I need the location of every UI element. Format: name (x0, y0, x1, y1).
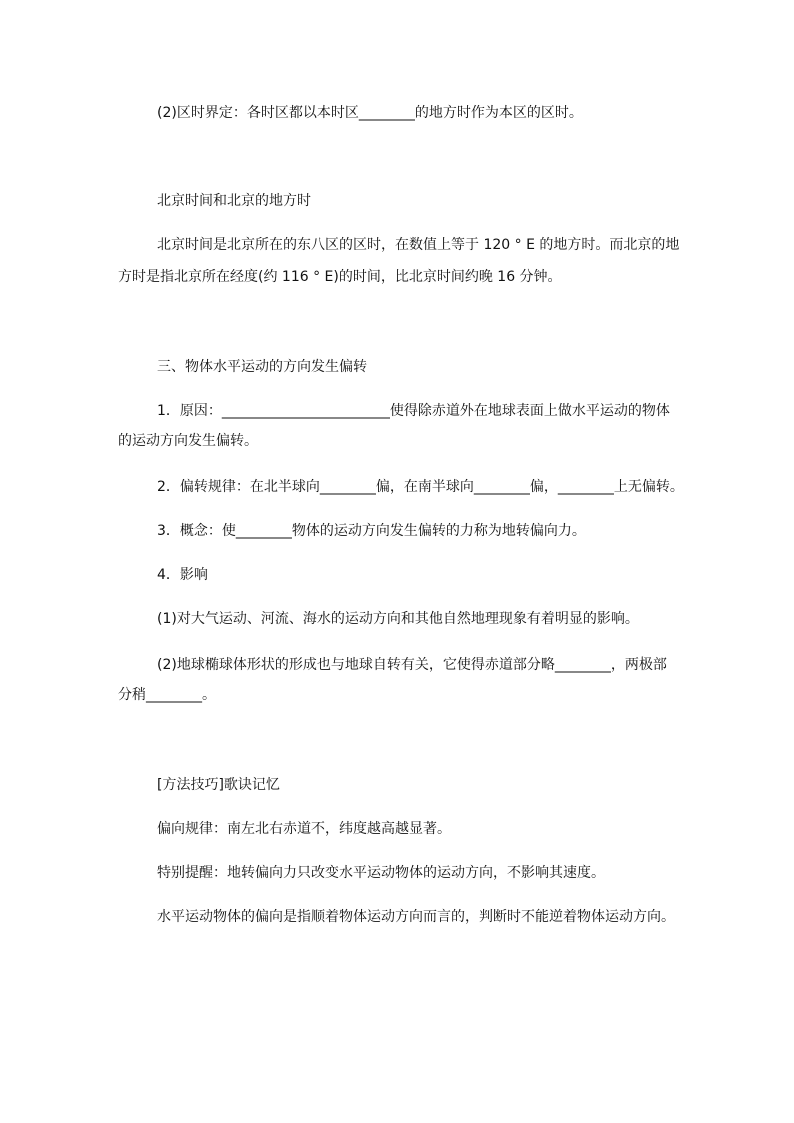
heading-section-three: 三、物体水平运动的方向发生偏转 (157, 359, 367, 375)
paragraph-special-reminder: 特别提醒：地转偏向力只改变水平运动物体的运动方向，不影响其速度。 (157, 865, 605, 881)
paragraph-influence-1: (1)对大气运动、河流、海水的运动方向和其他自然地理现象有着明显的影响。 (157, 611, 639, 627)
heading-method-tips: [方法技巧]歌诀记忆 (157, 777, 280, 793)
heading-beijing-time: 北京时间和北京的地方时 (157, 193, 311, 209)
paragraph-cause-line2: 的运动方向发生偏转。 (118, 433, 258, 449)
paragraph-concept: 3．概念：使________物体的运动方向发生偏转的力称为地转偏向力。 (157, 523, 586, 539)
paragraph-zone-time-definition: (2)区时界定：各时区都以本时区________的地方时作为本区的区时。 (157, 105, 583, 121)
paragraph-direction-note: 水平运动物体的偏向是指顺着物体运动方向而言的，判断时不能逆着物体运动方向。 (157, 909, 675, 925)
paragraph-deflection-rule: 2．偏转规律：在北半球向________偏，在南半球向________偏，________上无偏转。 (157, 479, 684, 495)
paragraph-influence-title: 4．影响 (157, 567, 208, 583)
paragraph-beijing-time-line2: 方时是指北京所在经度(约 116 ° E)的时间，比北京时间约晚 16 分钟。 (118, 269, 562, 285)
paragraph-beijing-time-line1: 北京时间是北京所在的东八区的区时，在数值上等于 120 ° E 的地方时。而北京的地 (157, 237, 680, 253)
paragraph-deflection-mnemonic: 偏向规律：南左北右赤道不，纬度越高越显著。 (157, 821, 451, 837)
paragraph-influence-2-line2: 分稍________。 (118, 687, 216, 703)
paragraph-influence-2-line1: (2)地球椭球体形状的形成也与地球自转有关，它使得赤道部分略________，两极部 (157, 657, 667, 673)
paragraph-cause-line1: 1．原因：________________________使得除赤道外在地球表面上做水平运动的物体 (157, 403, 670, 419)
